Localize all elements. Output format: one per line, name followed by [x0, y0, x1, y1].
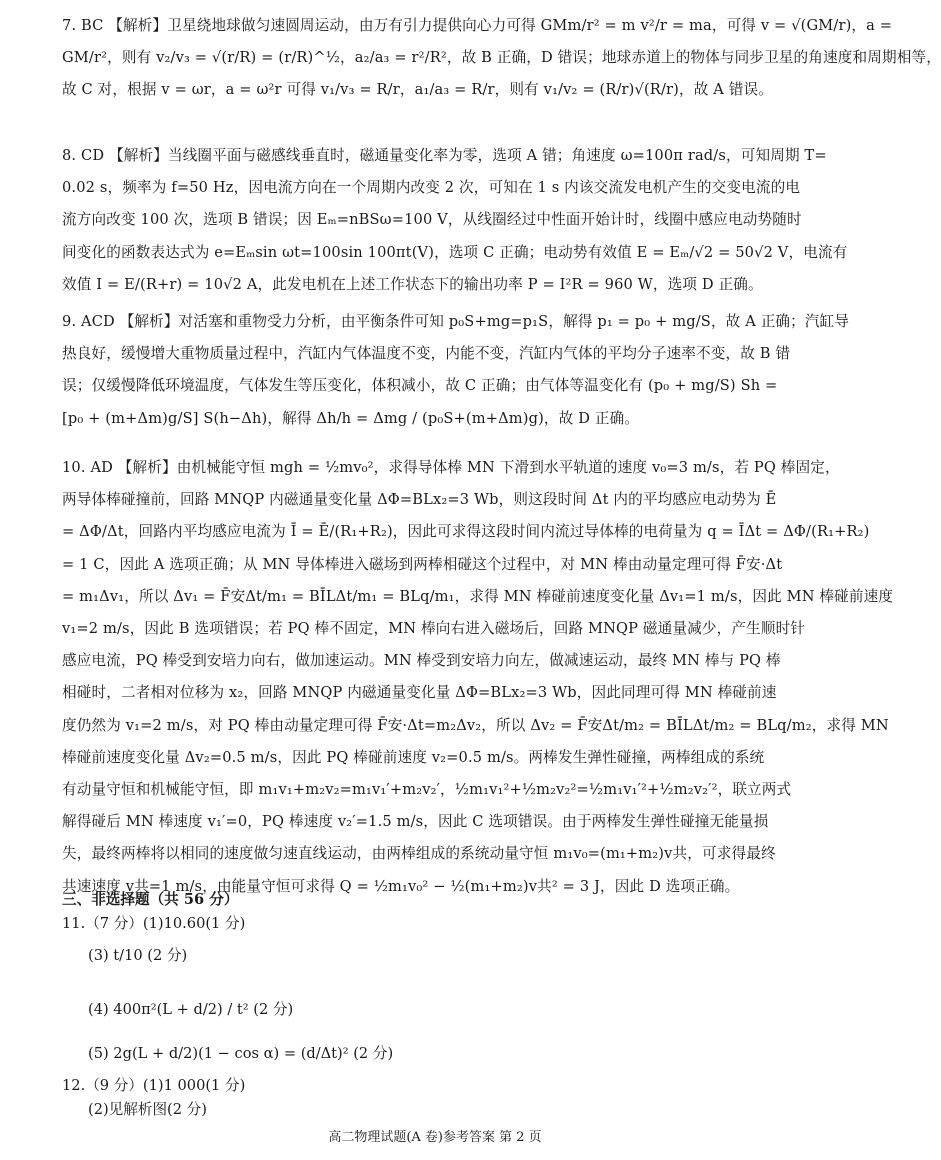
q7-line-3: 故 C 对，根据 v = ωr，a = ω²r 可得 v₁/v₃ = R/r，a₁/a₃ = R/r，则有 v₁/v₂ = (R/r)√(R/r)，故 A 错误。 [62, 81, 773, 99]
q10-line-11: 有动量守恒和机械能守恒，即 m₁v₁+m₂v₂=m₁v₁′+m₂v₂′，½m₁v₁²+½m₂v₂²=½m₁v₁′²+½m₂v₂′²，联立两式 [62, 781, 792, 799]
q10-line-13: 失，最终两棒将以相同的速度做匀速直线运动，由两棒组成的系统动量守恒 m₁v₀=(m₁+m₂)v共，可求得最终 [62, 845, 776, 863]
q12-answer-2: (2)见解析图(2 分) [88, 1101, 207, 1118]
q8-line-1: 8. CD 【解析】当线圈平面与磁感线垂直时，磁通量变化率为零，选项 A 错；角速度 ω=100π rad/s，可知周期 T= [62, 147, 827, 164]
question-8-solution [62, 140, 848, 301]
q7-line-1: 7. BC 【解析】卫星绕地球做匀速圆周运动，由万有引力提供向心力可得 GMm/r² = m v²/r = ma，可得 v = √(GM/r)，a = [62, 17, 893, 34]
page-footer: 高二物理试题(A 卷)参考答案 第 2 页 [328, 1130, 542, 1145]
q10-line-12: 解得碰后 MN 棒速度 v₁′=0，PQ 棒速度 v₂′=1.5 m/s，因此 C 选项错误。由于两棒发生弹性碰撞无能量损 [62, 813, 769, 831]
q10-line-2: 两导体棒碰撞前，回路 MNQP 内磁通量变化量 ΔΦ=BLx₂=3 Wb，则这段时间 Δt 内的平均感应电动势为 Ē [62, 491, 777, 509]
q10-line-8: 相碰时，二者相对位移为 x₂，回路 MNQP 内磁通量变化量 ΔΦ=BLx₂=3 Wb，因此同理可得 MN 棒碰前速 [62, 684, 777, 702]
q10-line-5: = m₁Δv₁，所以 Δv₁ = F̄安Δt/m₁ = BĪLΔt/m₁ = BLq/m₁，求得 MN 棒碰前速度变化量 Δv₁=1 m/s，因此 MN 棒碰前速度 [62, 587, 894, 605]
q10-line-7: 感应电流，PQ 棒受到安培力向右，做加速运动。MN 棒受到安培力向左，做减速运动，最终 MN 棒与 PQ 棒 [62, 652, 781, 670]
question-9-solution [62, 306, 850, 435]
q7-line-2: GM/r²，则有 v₂/v₃ = √(r/R) = (r/R)^½，a₂/a₃ = r²/R²，故 B 正确，D 错误；地球赤道上的物体与同步卫星的角速度和周期相等， [62, 49, 941, 67]
q8-line-4: 间变化的函数表达式为 e=Eₘsin ωt=100sin 100πt(V)，选项 C 正确；电动势有效值 E = Eₘ/√2 = 50√2 V，电流有 [62, 243, 848, 261]
q8-line-2: 0.02 s，频率为 f=50 Hz，因电流方向在一个周期内改变 2 次，可知在 1 s 内该交流发电机产生的交变电流的电 [62, 179, 801, 197]
question-7-solution [62, 10, 941, 107]
q9-line-3: 误；仅缓慢降低环境温度，气体发生等压变化，体积减小，故 C 正确；由气体等温变化有 (p₀ + mg/S) Sh = [62, 377, 778, 395]
q11-answer-1: 11.（7 分）(1)10.60(1 分) [62, 915, 246, 932]
q9-line-1: 9. ACD 【解析】对活塞和重物受力分析，由平衡条件可知 p₀S+mg=p₁S，解得 p₁ = p₀ + mg/S，故 A 正确；汽缸导 [62, 313, 850, 330]
q10-line-1: 10. AD 【解析】由机械能守恒 mgh = ½mv₀²，求得导体棒 MN 下滑到水平轨道的速度 v₀=3 m/s，若 PQ 棒固定， [62, 459, 840, 476]
q10-line-9: 度仍然为 v₁=2 m/s，对 PQ 棒由动量定理可得 F̄安·Δt=m₂Δv₂，所以 Δv₂ = F̄安Δt/m₂ = BĪLΔt/m₂ = BLq/m₂，求得 MN [62, 716, 889, 734]
q9-line-4: [p₀ + (m+Δm)g/S] S(h−Δh)，解得 Δh/h = Δmg / (p₀S+(m+Δm)g)，故 D 正确。 [62, 409, 640, 427]
q11-answer-3: (3) t/10 (2 分) [88, 947, 188, 964]
q10-line-3: = ΔΦ/Δt，回路内平均感应电流为 Ī = Ē/(R₁+R₂)，因此可求得这段时间内流过导体棒的电荷量为 q = ĪΔt = ΔΦ/(R₁+R₂) [62, 523, 870, 541]
section-heading-non-choice: 三、非选择题（共 56 分） [62, 891, 239, 908]
q10-line-10: 棒碰前速度变化量 Δv₂=0.5 m/s，因此 PQ 棒碰前速度 v₂=0.5 m/s。两棒发生弹性碰撞，两棒组成的系统 [62, 748, 765, 766]
q12-answer-1: 12.（9 分）(1)1 000(1 分) [62, 1077, 246, 1094]
q10-line-14: 共速速度 v共=1 m/s，由能量守恒可求得 Q = ½m₁v₀² − ½(m₁+m₂)v共² = 3 J，因此 D 选项正确。 [62, 877, 740, 895]
q11-answer-4: (4) 400π²(L + d/2) / t² (2 分) [88, 1001, 294, 1018]
question-10-solution [62, 452, 894, 903]
q9-line-2: 热良好，缓慢增大重物质量过程中，汽缸内气体温度不变，内能不变，汽缸内气体的平均分子速率不变，故 B 错 [62, 345, 791, 363]
q10-line-4: = 1 C，因此 A 选项正确；从 MN 导体棒进入磁场到两棒相碰这个过程中，对 MN 棒由动量定理可得 F̄安·Δt [62, 555, 783, 573]
q10-line-6: v₁=2 m/s，因此 B 选项错误；若 PQ 棒不固定，MN 棒向右进入磁场后，回路 MNQP 磁通量减少，产生顺时针 [62, 620, 806, 638]
q11-answer-5: (5) 2g(L + d/2)(1 − cos α) = (d/Δt)² (2 分) [88, 1045, 394, 1062]
q8-line-3: 流方向改变 100 次，选项 B 错误；因 Eₘ=nBSω=100 V，从线圈经过中性面开始计时，线圈中感应电动势随时 [62, 211, 802, 229]
q8-line-5: 效值 I = E/(R+r) = 10√2 A，此发电机在上述工作状态下的输出功率 P = I²R = 960 W，选项 D 正确。 [62, 275, 763, 293]
